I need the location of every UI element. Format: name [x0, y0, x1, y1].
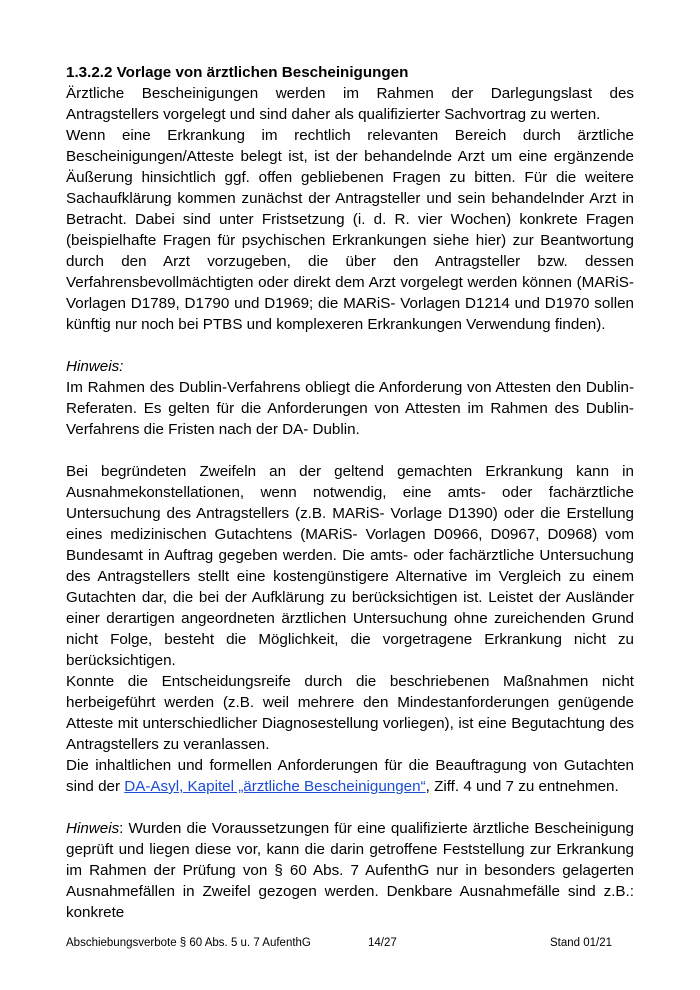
- section-heading: 1.3.2.2 Vorlage von ärztlichen Bescheinigungen: [66, 64, 409, 81]
- paragraph-dublin-procedure: Im Rahmen des Dublin-Verfahrens obliegt die Anforderung von Attesten den Dublin-Referaten. Es gelten für die Anforderungen von Attesten im Rahmen des Dublin-Verfahrens die Fristen nach der DA- Dublin.: [66, 379, 634, 438]
- page-footer: [66, 935, 634, 951]
- paragraph-medical-certificates: Ärztliche Bescheinigungen werden im Rahmen der Darlegungslast des Antragstellers vorgelegt und sind daher als qualifizierter Sachvortrag zu werten.: [66, 85, 634, 123]
- reference-text-before: Die inhaltlichen und formellen Anforderungen für die Beauftragung von Gutachten sind der: [66, 757, 634, 795]
- paragraph-expert-opinion: Konnte die Entscheidungsreife durch die beschriebenen Maßnahmen nicht herbeigeführt werden (z.B. weil mehrere den Mindestanforderungen genügende Atteste mit unterschiedlicher Diagnosestellung vorliegen), ist eine Begutachtung des Antragstellers zu veranlassen.: [66, 673, 634, 753]
- hint-qualified-text: : Wurden die Voraussetzungen für eine qualifizierte ärztliche Bescheinigung geprüft und liegen diese vor, kann die darin getroffene Feststellung zur Erkrankung im Rahmen der Prüfung von § 60 Abs. 7 AufenthG nur in besonders gelagerten Ausnahmefällen in Zweifel gezogen werden. Denkbare Ausnahmefälle sind z.B.: konkrete: [66, 820, 634, 921]
- footer-document-title: Abschiebungsverbote § 60 Abs. 5 u. 7 AufenthG: [66, 937, 311, 949]
- paragraph-qualified-certificate-hint: [66, 818, 634, 923]
- paragraph-requirements-reference: [66, 755, 634, 797]
- hint-label-dublin: Hinweis:: [66, 358, 124, 375]
- da-asyl-chapter-link[interactable]: DA-Asyl, Kapitel „ärztliche Bescheinigungen“: [124, 778, 426, 795]
- document-body: [66, 62, 634, 923]
- reference-text-after: , Ziff. 4 und 7 zu entnehmen.: [425, 778, 619, 795]
- paragraph-doubts-examination: Bei begründeten Zweifeln an der geltend gemachten Erkrankung kann in Ausnahmekonstellationen, wenn notwendig, eine amts- oder fachärztliche Untersuchung des Antragstellers (z.B. MARiS- Vorlage D1390) oder die Erstellung eines medizinischen Gutachtens (MARiS- Vorlagen D0966, D0967, D0968) vom Bundesamt in Auftrag gegeben werden. Die amts- oder fachärztliche Untersuchung des Antragstellers stellt eine kostengünstigere Alternative im Vergleich zu einem Gutachten dar, die bei der Aufklärung zu berücksichtigen ist. Leistet der Ausländer einer derartigen angeordneten ärztlichen Untersuchung ohne zureichenden Grund nicht Folge, besteht die Möglichkeit, die vorgetragene Erkrankung nicht zu berücksichtigen.: [66, 463, 634, 669]
- paragraph-further-inquiry: Wenn eine Erkrankung im rechtlich relevanten Bereich durch ärztliche Bescheinigungen/Atteste belegt ist, ist der behandelnde Arzt um eine ergänzende Äußerung hinsichtlich ggf. offen gebliebenen Fragen zu bitten. Für die weitere Sachaufklärung kommen zunächst der Antragsteller und sein behandelnder Arzt in Betracht. Dabei sind unter Fristsetzung (i. d. R. vier Wochen) konkrete Fragen (beispielhafte Fragen für psychischen Erkrankungen siehe hier) zur Beantwortung durch den Arzt vorzugeben, die über den Antragsteller bzw. dessen Verfahrensbevollmächtigten oder direkt dem Arzt vorgelegt werden können (MARiS-Vorlagen D1789, D1790 und D1969; die MARiS- Vorlagen D1214 und D1970 sollen künftig nur noch bei PTBS und komplexeren Erkrankungen Verwendung finden).: [66, 127, 634, 333]
- footer-version-date: Stand 01/21: [549, 937, 612, 949]
- footer-page-number: 14/27: [368, 937, 397, 949]
- hint-label-qualified: Hinweis: [66, 820, 120, 837]
